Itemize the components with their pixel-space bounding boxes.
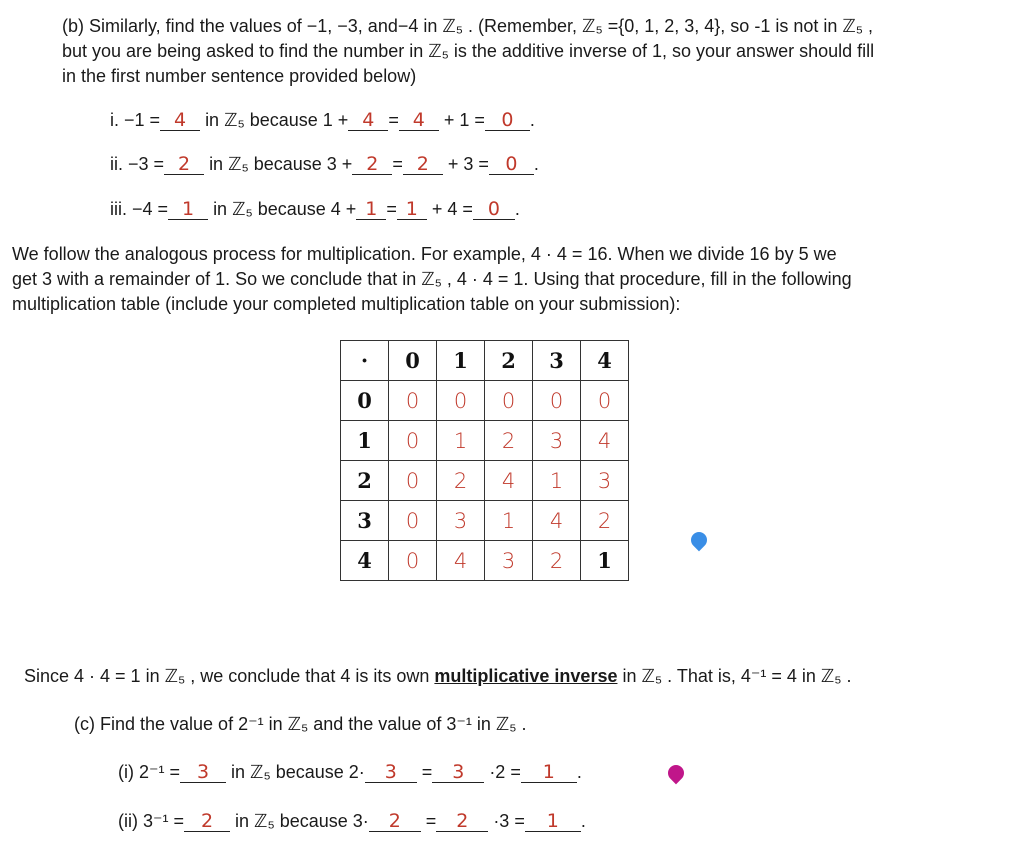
row-header: 1 — [341, 421, 389, 461]
row-header: 4 — [341, 541, 389, 581]
sentence-iii: iii. −4 = 1 in ℤ₅ because 4 + 1 = 1 + 4 = 0 . — [110, 198, 520, 220]
table-corner: · — [341, 341, 389, 381]
column-header: 0 — [389, 341, 437, 381]
answer-blank: 1 — [525, 811, 581, 832]
part-c-item-i: (i) 2⁻¹ = 3 in ℤ₅ because 2· 3 = 3 ·2 = 1 . — [118, 761, 582, 783]
answer-blank: 3 — [365, 762, 417, 783]
answer-blank: 0 — [489, 154, 534, 175]
part-b-line-1: (b) Similarly, find the values of −1, −3, and−4 in ℤ₅ . (Remember, ℤ₅ ={0, 1, 2, 3, 4}, so -1 is not in ℤ₅ , — [62, 16, 874, 36]
column-header: 3 — [533, 341, 581, 381]
table-row — [341, 501, 629, 541]
sentence-i: i. −1 = 4 in ℤ₅ because 1 + 4 = 4 + 1 = 0 . — [110, 109, 535, 131]
answer-blank: 1 — [521, 762, 577, 783]
answer-blank: 2 — [436, 811, 488, 832]
multiplication-table — [340, 340, 629, 581]
table-cell: 0 — [389, 381, 437, 421]
inverse-sentence: Since 4 · 4 = 1 in ℤ₅ , we conclude that 4 is its own multiplicative inverse in ℤ₅ . That is, 4⁻¹ = 4 in ℤ₅ . — [24, 666, 852, 686]
part-c-item-ii: (ii) 3⁻¹ = 2 in ℤ₅ because 3· 2 = 2 ·3 = 1 . — [118, 810, 586, 832]
table-cell: 2 — [533, 541, 581, 581]
mult-para-line-1: We follow the analogous process for multiplication. For example, 4 · 4 = 16. When we divide 16 by 5 we — [12, 244, 837, 264]
blue-pin-icon — [688, 529, 711, 552]
answer-blank: 3 — [432, 762, 484, 783]
table-cell: 1 — [533, 461, 581, 501]
answer-blank: 3 — [180, 762, 226, 783]
answer-blank: 2 — [403, 154, 443, 175]
column-header: 2 — [485, 341, 533, 381]
table-cell: 4 — [581, 421, 629, 461]
answer-blank: 2 — [164, 154, 204, 175]
table-row — [341, 421, 629, 461]
table-cell: 4 — [533, 501, 581, 541]
table-header-row — [341, 341, 629, 381]
table-cell: 0 — [485, 381, 533, 421]
table-cell: 0 — [389, 461, 437, 501]
answer-blank: 1 — [397, 199, 427, 220]
answer-blank: 2 — [184, 811, 230, 832]
table-cell: 2 — [485, 421, 533, 461]
table-cell: 3 — [437, 501, 485, 541]
answer-blank: 0 — [473, 199, 515, 220]
table-cell: 0 — [437, 381, 485, 421]
table-cell: 0 — [389, 541, 437, 581]
table-cell: 0 — [581, 381, 629, 421]
row-header: 2 — [341, 461, 389, 501]
table-cell: 0 — [389, 421, 437, 461]
answer-blank: 2 — [369, 811, 421, 832]
table-cell: 0 — [389, 501, 437, 541]
table-cell: 1 — [485, 501, 533, 541]
column-header: 4 — [581, 341, 629, 381]
table-row — [341, 461, 629, 501]
part-b-line-2: but you are being asked to find the number in ℤ₅ is the additive inverse of 1, so your answer should fill — [62, 41, 875, 61]
answer-blank: 0 — [485, 110, 530, 131]
mult-para-line-3: multiplication table (include your completed multiplication table on your submission): — [12, 294, 681, 314]
answer-blank: 1 — [168, 199, 208, 220]
row-header: 0 — [341, 381, 389, 421]
table-row — [341, 541, 629, 581]
column-header: 1 — [437, 341, 485, 381]
answer-blank: 4 — [348, 110, 388, 131]
table-cell: 4 — [485, 461, 533, 501]
answer-blank: 4 — [399, 110, 439, 131]
part-c-heading: (c) Find the value of 2⁻¹ in ℤ₅ and the value of 3⁻¹ in ℤ₅ . — [74, 714, 527, 734]
multiplicative-inverse-term: multiplicative inverse — [434, 666, 618, 686]
table-cell: 3 — [581, 461, 629, 501]
sentence-ii: ii. −3 = 2 in ℤ₅ because 3 + 2 = 2 + 3 = 0 . — [110, 153, 539, 175]
answer-blank: 2 — [352, 154, 392, 175]
answer-blank: 1 — [356, 199, 386, 220]
table-cell: 3 — [485, 541, 533, 581]
table-row — [341, 381, 629, 421]
table-cell: 4 — [437, 541, 485, 581]
table-cell: 1 — [437, 421, 485, 461]
table-cell: 2 — [437, 461, 485, 501]
answer-blank: 4 — [160, 110, 200, 131]
mult-para-line-2: get 3 with a remainder of 1. So we conclude that in ℤ₅ , 4 · 4 = 1. Using that procedure, fill in the following — [12, 269, 852, 289]
table-cell: 3 — [533, 421, 581, 461]
table-cell-printed: 1 — [581, 541, 629, 581]
part-b-line-3: in the first number sentence provided below) — [62, 66, 417, 86]
table-cell: 0 — [533, 381, 581, 421]
magenta-pin-icon — [665, 762, 688, 785]
table-cell: 2 — [581, 501, 629, 541]
row-header: 3 — [341, 501, 389, 541]
